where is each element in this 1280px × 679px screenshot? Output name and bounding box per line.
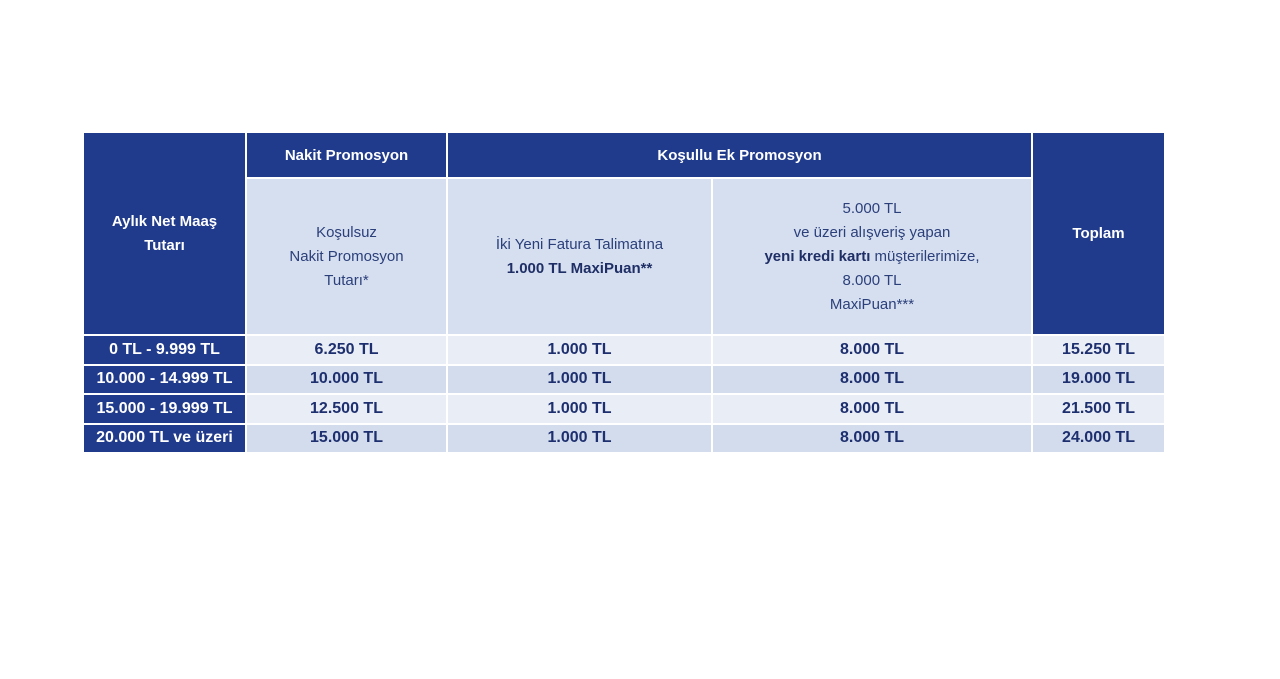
credit-card-subheader xyxy=(712,178,1032,335)
cash-promo-cell: 6.250 TL xyxy=(246,335,447,365)
total-cell: 21.500 TL xyxy=(1032,394,1165,424)
card-promo-cell: 8.000 TL xyxy=(712,365,1032,395)
salary-range-cell: 15.000 - 19.999 TL xyxy=(83,394,246,424)
total-cell: 24.000 TL xyxy=(1032,424,1165,454)
bill-line-2: 1.000 TL MaxiPuan** xyxy=(506,259,653,277)
table-row xyxy=(83,424,1165,454)
salary-header xyxy=(83,132,246,335)
card-promo-cell: 8.000 TL xyxy=(712,424,1032,454)
bill-instruction-subheader xyxy=(447,178,712,335)
cash-promo-header: Nakit Promosyon xyxy=(246,132,447,178)
bill-promo-cell: 1.000 TL xyxy=(447,424,712,454)
unconditional-line-1: Koşulsuz xyxy=(316,223,377,241)
unconditional-line-2: Nakit Promosyon xyxy=(289,247,404,265)
salary-range-cell: 20.000 TL ve üzeri xyxy=(83,424,246,454)
conditional-promo-header: Koşullu Ek Promosyon xyxy=(447,132,1032,178)
cash-promo-cell: 12.500 TL xyxy=(246,394,447,424)
card-line-2: ve üzeri alışveriş yapan xyxy=(793,223,951,241)
card-line-3 xyxy=(713,245,1031,269)
salary-range-cell: 0 TL - 9.999 TL xyxy=(83,335,246,365)
cash-promo-cell: 15.000 TL xyxy=(246,424,447,454)
card-line-4: 8.000 TL xyxy=(842,271,902,289)
table-row xyxy=(83,365,1165,395)
promotion-table xyxy=(82,131,1166,454)
card-line-3-rest: müşterilerimize, xyxy=(870,247,980,265)
card-promo-cell: 8.000 TL xyxy=(712,335,1032,365)
total-header: Toplam xyxy=(1032,132,1165,335)
cash-promo-cell: 10.000 TL xyxy=(246,365,447,395)
card-line-3-bold: yeni kredi kartı xyxy=(764,247,871,265)
bill-promo-cell: 1.000 TL xyxy=(447,335,712,365)
card-line-1: 5.000 TL xyxy=(842,199,902,217)
subheader-row xyxy=(83,178,1165,335)
unconditional-cash-subheader xyxy=(246,178,447,335)
header-row xyxy=(83,132,1165,178)
bill-promo-cell: 1.000 TL xyxy=(447,394,712,424)
card-line-5: MaxiPuan*** xyxy=(829,295,915,313)
card-promo-cell: 8.000 TL xyxy=(712,394,1032,424)
salary-range-cell: 10.000 - 14.999 TL xyxy=(83,365,246,395)
total-cell: 15.250 TL xyxy=(1032,335,1165,365)
total-cell: 19.000 TL xyxy=(1032,365,1165,395)
bill-promo-cell: 1.000 TL xyxy=(447,365,712,395)
table-row xyxy=(83,335,1165,365)
table-row xyxy=(83,394,1165,424)
salary-header-label: Aylık Net Maaş Tutarı xyxy=(111,212,218,254)
bill-line-1: İki Yeni Fatura Talimatına xyxy=(495,235,664,253)
unconditional-line-3: Tutarı* xyxy=(324,271,369,289)
